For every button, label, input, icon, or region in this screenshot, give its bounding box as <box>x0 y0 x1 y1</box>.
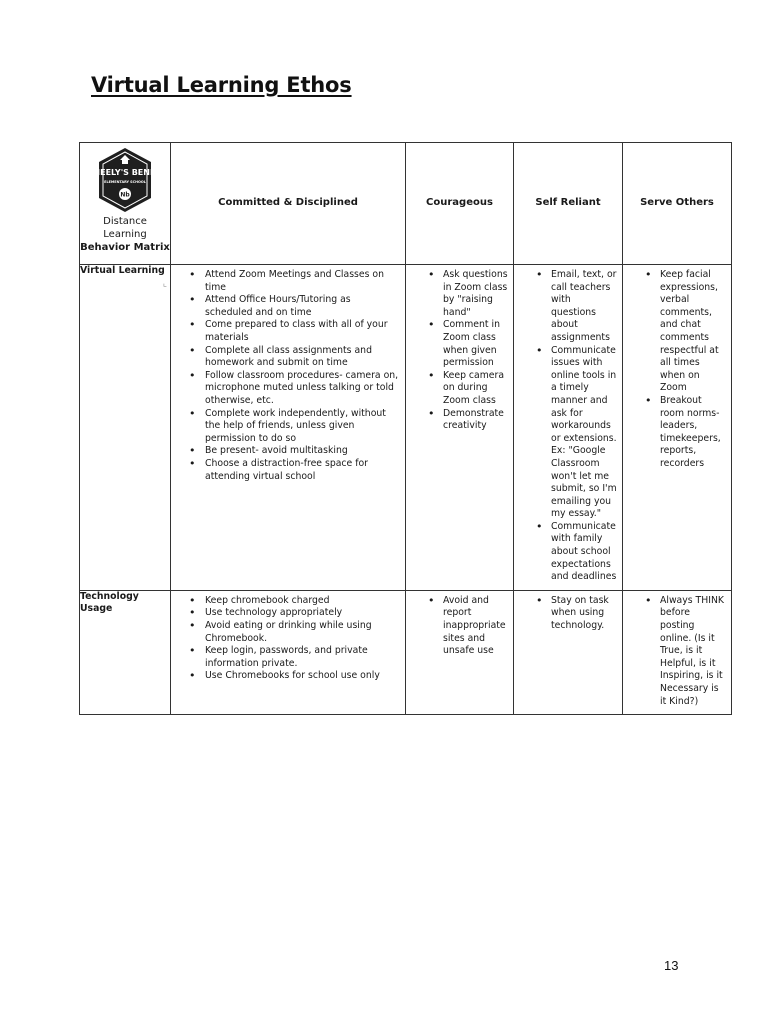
bullet-list <box>171 265 405 489</box>
column-header-self-reliant: Self Reliant <box>514 143 623 265</box>
cell-tech-serve-others <box>623 590 732 714</box>
list-item: • Keep login, passwords, and private information private. <box>171 645 401 670</box>
list-item: • Demonstrate creativity <box>406 408 509 433</box>
row-label-virtual-learning: Virtual Learning <box>80 265 165 276</box>
matrix-label-line1: Distance <box>103 216 147 227</box>
column-header-serve-others: Serve Others <box>623 143 732 265</box>
page-title: Virtual Learning Ethos <box>91 73 352 97</box>
list-item: • Always THINK before posting online. (Is it True, is it Helpful, is it Inspiring, is it Necessary is it Kind?) <box>623 595 727 708</box>
list-item: • Come prepared to class with all of your materials <box>171 319 401 344</box>
list-item: • Complete all class assignments and homework and submit on time <box>171 345 401 370</box>
list-item: • Avoid eating or drinking while using Chromebook. <box>171 620 401 645</box>
list-item: • Communicate issues with online tools in a timely manner and ask for workarounds or extensions. Ex: "Google Classroom won't let me submit, so I'm emailing you my essay." <box>514 345 618 521</box>
list-item: • Ask questions in Zoom class by "raising hand" <box>406 269 509 319</box>
list-item: • Avoid and report inappropriate sites and unsafe use <box>406 595 509 658</box>
bullet-list <box>514 591 622 639</box>
matrix-label-line2: Learning <box>103 229 147 240</box>
list-item: • Email, text, or call teachers with questions about assignments <box>514 269 618 345</box>
matrix-label <box>80 215 170 254</box>
list-item: • Stay on task when using technology. <box>514 595 618 633</box>
bullet-list <box>406 591 513 664</box>
corner-mark-icon: ⌞ <box>162 278 167 289</box>
logo-name-text: NEELY'S BEND <box>93 168 157 177</box>
list-item: • Keep camera on during Zoom class <box>406 370 509 408</box>
cell-virtual-committed <box>171 265 406 591</box>
list-item: • Keep chromebook charged <box>171 595 401 608</box>
cell-tech-committed <box>171 590 406 714</box>
list-item: • Breakout room norms- leaders, timekeepers, reports, recorders <box>623 395 727 471</box>
school-logo-icon <box>93 147 157 213</box>
list-item: • Use technology appropriately <box>171 607 401 620</box>
table-header-row <box>80 143 732 265</box>
row-label-technology-usage: Technology Usage <box>80 590 139 615</box>
cell-virtual-serve-others <box>623 265 732 591</box>
list-item: • Attend Office Hours/Tutoring as scheduled and on time <box>171 294 401 319</box>
list-item: • Complete work independently, without the help of friends, unless given permission to do so <box>171 408 401 446</box>
bullet-list <box>623 591 731 714</box>
list-item: • Keep facial expressions, verbal comments, and chat comments respectful at all times when on Zoom <box>623 269 727 395</box>
list-item: • Attend Zoom Meetings and Classes on time <box>171 269 401 294</box>
cell-virtual-courageous <box>406 265 514 591</box>
matrix-label-line3: Behavior Matrix <box>80 242 170 253</box>
bullet-list <box>406 265 513 439</box>
list-item: • Use Chromebooks for school use only <box>171 670 401 683</box>
list-item: • Follow classroom procedures- camera on, microphone muted unless talking or told otherwise, etc. <box>171 370 401 408</box>
cell-virtual-self-reliant <box>514 265 623 591</box>
table-row-virtual-learning <box>80 265 732 591</box>
bullet-list <box>171 591 405 689</box>
list-item: • Choose a distraction-free space for attending virtual school <box>171 458 401 483</box>
logo-subtitle-text: ELEMENTARY SCHOOL <box>104 180 146 184</box>
bullet-list <box>514 265 622 590</box>
list-item: • Be present- avoid multitasking <box>171 445 401 458</box>
column-header-committed: Committed & Disciplined <box>171 143 406 265</box>
logo-cell <box>80 143 171 265</box>
bullet-list <box>623 265 731 477</box>
cell-tech-self-reliant <box>514 590 623 714</box>
list-item: • Communicate with family about school expectations and deadlines <box>514 521 618 584</box>
behavior-matrix-table <box>79 142 732 715</box>
table-row-technology-usage <box>80 590 732 714</box>
column-header-courageous: Courageous <box>406 143 514 265</box>
page-number: 13 <box>664 958 679 973</box>
list-item: • Comment in Zoom class when given permission <box>406 319 509 369</box>
logo-badge-text: Nb <box>120 191 130 199</box>
cell-tech-courageous <box>406 590 514 714</box>
